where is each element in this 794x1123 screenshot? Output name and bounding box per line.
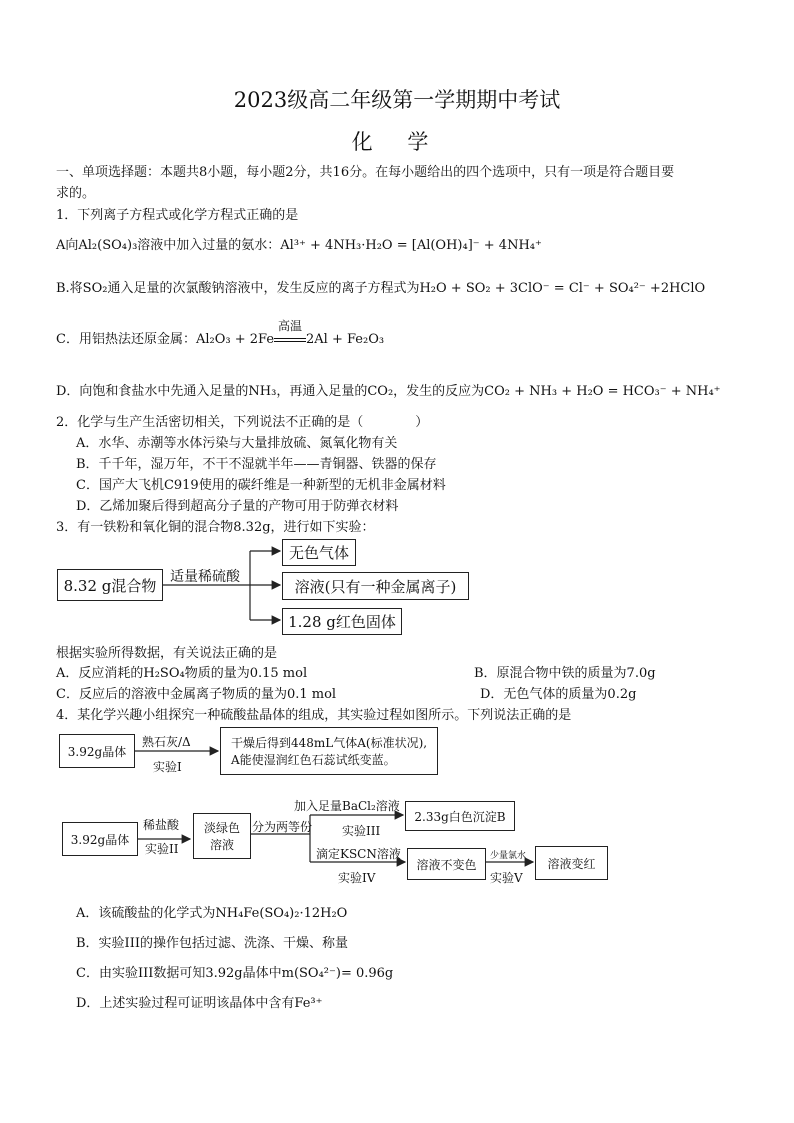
q4-reagent-5: 少量氯水: [490, 851, 527, 861]
q4-red-solution-box: 溶液变红: [535, 846, 608, 880]
q4-no-change-box: 溶液不变色: [407, 848, 486, 880]
q1-option-d-equation: CO₂ + NH₃ + H₂O = HCO₃⁻ + NH₄⁺: [484, 384, 721, 399]
q4-exp-2: 实验II: [145, 842, 179, 856]
q2-option-b: B．千千年，湿万年，不干不湿就半年——青铜器、铁器的保存: [76, 457, 437, 472]
q4-crystal-box-1: 3.92g晶体: [59, 734, 135, 768]
q3-after-text: 根据实验所得数据，有关说法正确的是: [56, 646, 278, 661]
q4-crystal-box-2: 3.92g晶体: [62, 822, 138, 856]
q1-option-b-equation: H₂O + SO₂ + 3ClO⁻ = Cl⁻ + SO₄²⁻ +2HClO: [419, 281, 706, 296]
q3-output-solid: 1.28 g红色固体: [282, 608, 402, 635]
q3-option-d: D．无色气体的质量为0.2g: [480, 687, 637, 702]
q4-option-d: D．上述实验过程可证明该晶体中含有Fe³⁺: [76, 996, 323, 1011]
exam-title: 2023级高二年级第一学期期中考试: [233, 88, 561, 112]
q2-option-d: D．乙烯加聚后得到超高分子量的产物可用于防弹衣材料: [76, 499, 399, 514]
q4-green-solution-line2: 溶液: [209, 838, 234, 852]
q3-option-a: A．反应消耗的H₂SO₄物质的量为0.15 mol: [56, 666, 308, 681]
q1-option-c-condition: 高温: [278, 319, 303, 333]
q1-option-b-text: B.将SO₂通入足量的次氯酸钠溶液中，发生反应的离子方程式为: [56, 281, 420, 296]
q1-option-a-text: A向Al₂(SO₄)₃溶液中加入过量的氨水：: [56, 238, 281, 253]
section-intro-line1: 一、单项选择题：本题共8小题，每小题2分，共16分。在每小题给出的四个选项中，只有一项是符合题目要: [56, 165, 675, 180]
q3-option-b: B．原混合物中铁的质量为7.0g: [474, 666, 656, 681]
q2-option-a: A．水华、赤潮等水体污染与大量排放硫、氮氧化物有关: [76, 436, 398, 451]
q4-exp-4: 实验IV: [338, 871, 376, 885]
q4-result-1-line1: 干燥后得到448mL气体A(标准状况),: [231, 736, 428, 750]
q3-stem: 3．有一铁粉和氧化铜的混合物8.32g，进行如下实验：: [56, 520, 375, 535]
q1-stem: 1．下列离子方程式或化学方程式正确的是: [56, 208, 299, 223]
q4-result-1-line2: A能使湿润红色石蕊试纸变蓝。: [231, 753, 396, 767]
q4-green-solution-box: [193, 813, 251, 859]
q4-green-solution-line1: 淡绿色: [203, 821, 240, 835]
q3-output-solution: 溶液(只有一种金属离子): [282, 572, 469, 600]
q3-option-c: C．反应后的溶液中金属离子物质的量为0.1 mol: [56, 687, 337, 702]
q2-stem: 2．化学与生产生活密切相关，下列说法不正确的是（ ）: [56, 415, 429, 430]
q3-reagent-label: 适量稀硫酸: [170, 569, 240, 585]
q4-option-a: A．该硫酸盐的化学式为NH₄Fe(SO₄)₂·12H₂O: [76, 906, 348, 921]
q4-precipitate-box: 2.33g白色沉淀B: [405, 801, 515, 831]
q4-split-label: 分为两等份: [252, 820, 313, 834]
q4-reagent-3: 加入足量BaCl₂溶液: [294, 799, 400, 813]
q4-option-c: C．由实验III数据可知3.92g晶体中m(SO₄²⁻)= 0.96g: [76, 966, 394, 981]
q4-reagent-1: 熟石灰/Δ: [142, 735, 191, 749]
q1-option-a-equation: Al³⁺ + 4NH₃·H₂O = [Al(OH)₄]⁻ + 4NH₄⁺: [280, 238, 542, 253]
exam-subject: 化 学: [351, 130, 443, 154]
q4-result-1-box: [220, 727, 438, 775]
q4-exp-5: 实验V: [490, 871, 523, 885]
q4-exp-1: 实验I: [153, 760, 182, 774]
q4-stem: 4．某化学兴趣小组探究一种硫酸盐晶体的组成，其实验过程如图所示。下列说法正确的是: [56, 708, 572, 723]
section-intro-line2: 求的。: [56, 186, 96, 201]
q1-option-c-equation-left: Al₂O₃ + 2Fe: [195, 332, 275, 347]
q1-option-d-text: D．向饱和食盐水中先通入足量的NH₃，再通入足量的CO₂，发生的反应为: [56, 384, 485, 399]
q2-option-c: C．国产大飞机C919使用的碳纤维是一种新型的无机非金属材料: [76, 478, 446, 493]
q4-option-b: B．实验III的操作包括过滤、洗涤、干燥、称量: [76, 936, 348, 951]
q1-option-c-text: C．用铝热法还原金属：: [56, 332, 196, 347]
q4-reagent-4: 滴定KSCN溶液: [316, 847, 401, 861]
q1-option-c-equation-right: 2Al + Fe₂O₃: [306, 332, 385, 347]
q3-mixture-box: 8.32 g混合物: [57, 569, 163, 601]
q4-reagent-2: 稀盐酸: [143, 818, 180, 832]
q3-output-gas: 无色气体: [282, 539, 356, 566]
q4-exp-3: 实验III: [342, 824, 381, 838]
